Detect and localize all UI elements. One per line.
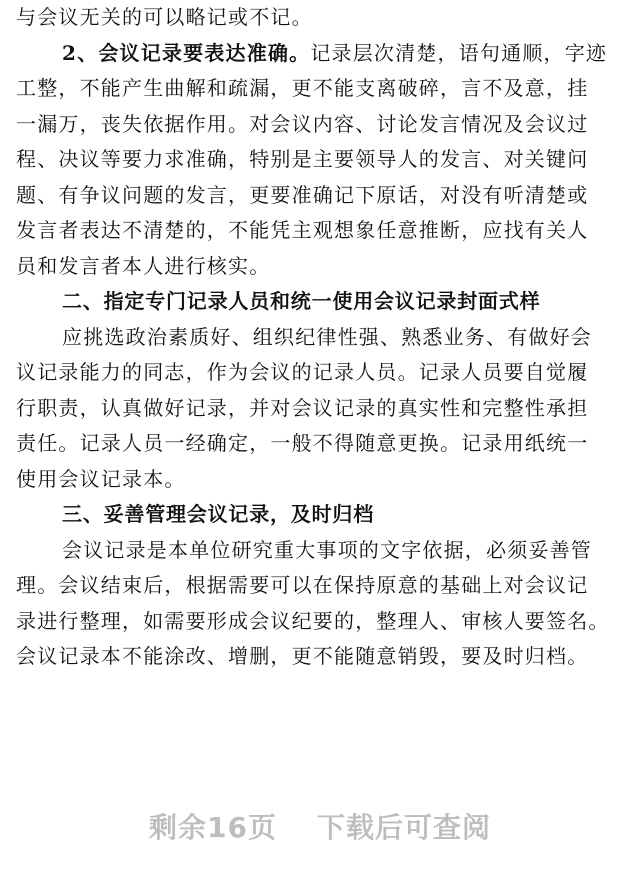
download-prompt[interactable] [0, 806, 640, 846]
paragraph-line: 议记录能力的同志，作为会议的记录人员。记录人员要自觉履 [16, 360, 589, 384]
subheading-accuracy: 2、会议记录要表达准确。 [62, 40, 311, 65]
paragraph-line: 程、决议等要力求准确，特别是主要领导人的发言、对关键问 [16, 147, 589, 171]
paragraph-line: 与会议无关的可以略记或不记。 [16, 5, 313, 29]
paragraph-line: 一漏万，丧失依据作用。对会议内容、讨论发言情况及会议过 [16, 111, 589, 136]
paragraph-line [16, 36, 624, 72]
download-to-read-text: 下载后可查阅 [316, 811, 491, 844]
paragraph-line: 工整，不能产生曲解和疏漏，更不能支离破碎，言不及意，挂 [16, 76, 589, 100]
paragraph-line: 责任。记录人员一经确定，一般不得随意更换。记录用纸统一 [16, 431, 589, 455]
paragraph-line: 录进行整理，如需要形成会议纪要的，整理人、审核人要签名。 [16, 608, 610, 633]
section-heading-three: 三、妥善管理会议记录，及时归档 [62, 502, 374, 526]
remaining-pages-text: 剩余16页 [149, 811, 277, 844]
section-heading-two: 二、指定专门记录人员和统一使用会议记录封面式样 [62, 289, 541, 313]
paragraph-line: 发言者表达不清楚的，不能凭主观想象任意推断，应找有关人 [16, 218, 589, 242]
paragraph-line: 员和发言者本人进行核实。 [16, 253, 271, 278]
paragraph-text: 记录层次清楚，语句通顺，字迹 [310, 40, 608, 65]
paragraph-line: 使用会议记录本。 [16, 466, 186, 491]
paragraph-line: 行职责，认真做好记录，并对会议记录的真实性和完整性承担 [16, 395, 589, 420]
document-body [16, 0, 624, 675]
paragraph-line: 题、有争议问题的发言，更要准确记下原话，对没有听清楚或 [16, 182, 589, 207]
paragraph-line: 理。会议结束后，根据需要可以在保持原意的基础上对会议记 [16, 573, 589, 597]
paragraph-line: 会议记录是本单位研究重大事项的文字依据，必须妥善管 [62, 537, 592, 562]
paragraph-line: 应挑选政治素质好、组织纪律性强、熟悉业务、有做好会 [62, 324, 592, 349]
paragraph-line: 会议记录本不能涂改、增删，更不能随意销毁，要及时归档。 [16, 644, 589, 668]
